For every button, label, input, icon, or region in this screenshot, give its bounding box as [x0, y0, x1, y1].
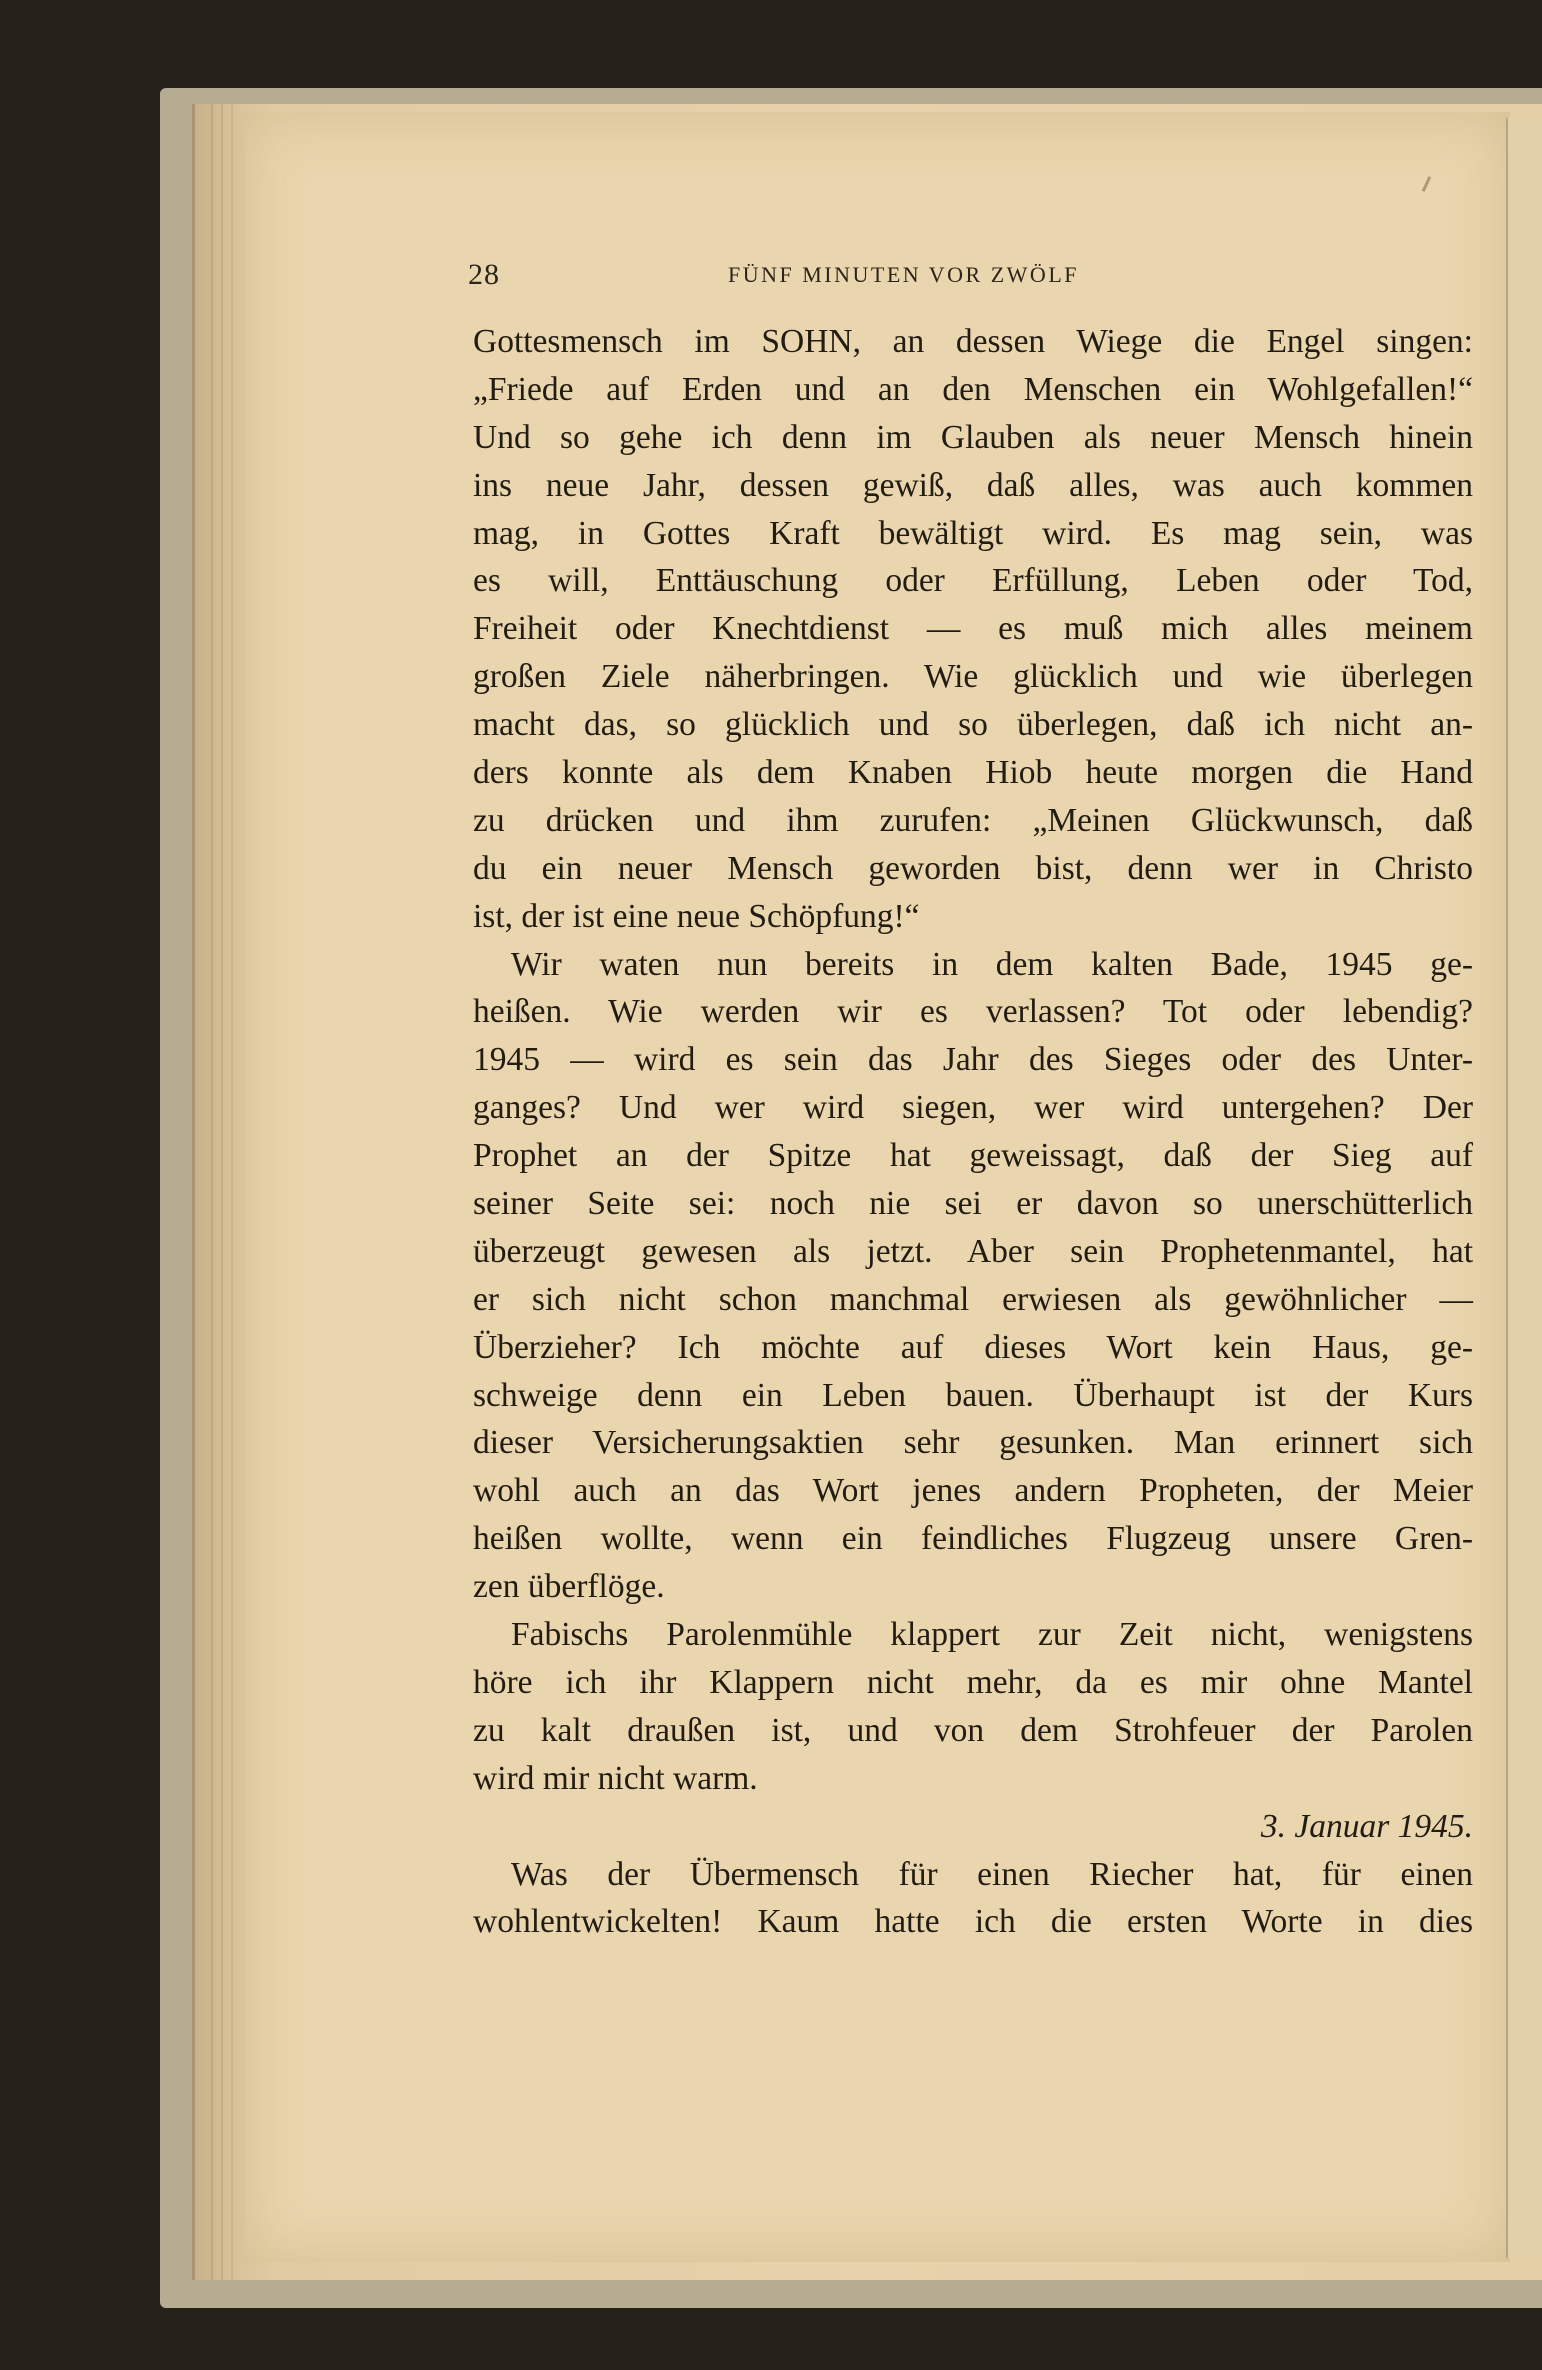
- paragraph-start-line: Was der Übermensch für einen Riecher hat, für einen: [511, 1855, 1473, 1893]
- text-line: ders konnte als dem Knaben Hiob heute morgen die Hand: [473, 754, 1473, 792]
- text-line: schweige denn ein Leben bauen. Überhaupt ist der Kurs: [473, 1376, 1473, 1414]
- text-line: Gottesmensch im SOHN, an dessen Wiege die Engel singen:: [473, 323, 1473, 360]
- text-line: ganges? Und wer wird siegen, wer wird untergehen? Der: [473, 1089, 1473, 1127]
- text-line: seiner Seite sei: noch nie sei er davon so unerschütterlich: [473, 1185, 1473, 1223]
- text-line: 1945 — wird es sein das Jahr des Sieges oder des Unter-: [473, 1041, 1473, 1079]
- text-line: überzeugt gewesen als jetzt. Aber sein Prophetenmantel, hat: [473, 1232, 1473, 1270]
- dateline: 3. Januar 1945.: [1260, 1807, 1473, 1845]
- text-line: er sich nicht schon manchmal erwiesen als gewöhnlicher —: [473, 1280, 1473, 1318]
- text-line: zu drücken und ihm zurufen: „Meinen Glückwunsch, daß: [473, 801, 1473, 839]
- text-line: macht das, so glücklich und so überlegen, daß ich nicht an-: [473, 706, 1473, 744]
- paragraph-start-line: Fabischs Parolenmühle klappert zur Zeit nicht, wenigstens: [511, 1616, 1473, 1654]
- text-line: Überzieher? Ich möchte auf dieses Wort kein Haus, ge-: [473, 1328, 1473, 1366]
- paragraph-start-line: Wir waten nun bereits in dem kalten Bade, 1945 ge-: [511, 945, 1473, 983]
- text-line: Und so gehe ich denn im Glauben als neuer Mensch hinein: [473, 418, 1473, 456]
- text-line: zu kalt draußen ist, und von dem Strohfeuer der Parolen: [473, 1711, 1473, 1749]
- text-line: heißen. Wie werden wir es verlassen? Tot oder lebendig?: [473, 993, 1473, 1031]
- text-line: Prophet an der Spitze hat geweissagt, daß der Sieg auf: [473, 1137, 1473, 1175]
- text-line: heißen wollte, wenn ein feindliches Flugzeug unsere Gren-: [473, 1520, 1473, 1558]
- running-title: FÜNF MINUTEN VOR ZWÖLF: [728, 262, 1079, 287]
- text-line: zen überflöge.: [473, 1568, 665, 1606]
- binding-edge: [1506, 118, 1542, 2258]
- text-line: du ein neuer Mensch geworden bist, denn wer in Christo: [473, 849, 1473, 887]
- text-line: wohlentwickelten! Kaum hatte ich die ersten Worte in dies: [473, 1903, 1473, 1941]
- text-line: höre ich ihr Klappern nicht mehr, da es mir ohne Mantel: [473, 1663, 1473, 1701]
- text-line: großen Ziele näherbringen. Wie glücklich und wie überlegen: [473, 658, 1473, 696]
- text-line: es will, Enttäuschung oder Erfüllung, Leben oder Tod,: [473, 562, 1473, 600]
- text-line: mag, in Gottes Kraft bewältigt wird. Es mag sein, was: [473, 514, 1473, 552]
- page-header: [468, 258, 1488, 298]
- text-line: ins neue Jahr, dessen gewiß, daß alles, was auch kommen: [473, 466, 1473, 504]
- text-line: dieser Versicherungsaktien sehr gesunken. Man erinnert sich: [473, 1424, 1473, 1462]
- text-line: „Friede auf Erden und an den Menschen ein Wohlgefallen!“: [473, 370, 1473, 408]
- text-line: Freiheit oder Knechtdienst — es muß mich alles meinem: [473, 610, 1473, 648]
- text-line: wohl auch an das Wort jenes andern Propheten, der Meier: [473, 1472, 1473, 1510]
- body-text: [473, 318, 1473, 1946]
- page-number: 28: [468, 258, 500, 291]
- text-line: wird mir nicht warm.: [473, 1759, 758, 1797]
- text-line: ist, der ist eine neue Schöpfung!“: [473, 897, 920, 935]
